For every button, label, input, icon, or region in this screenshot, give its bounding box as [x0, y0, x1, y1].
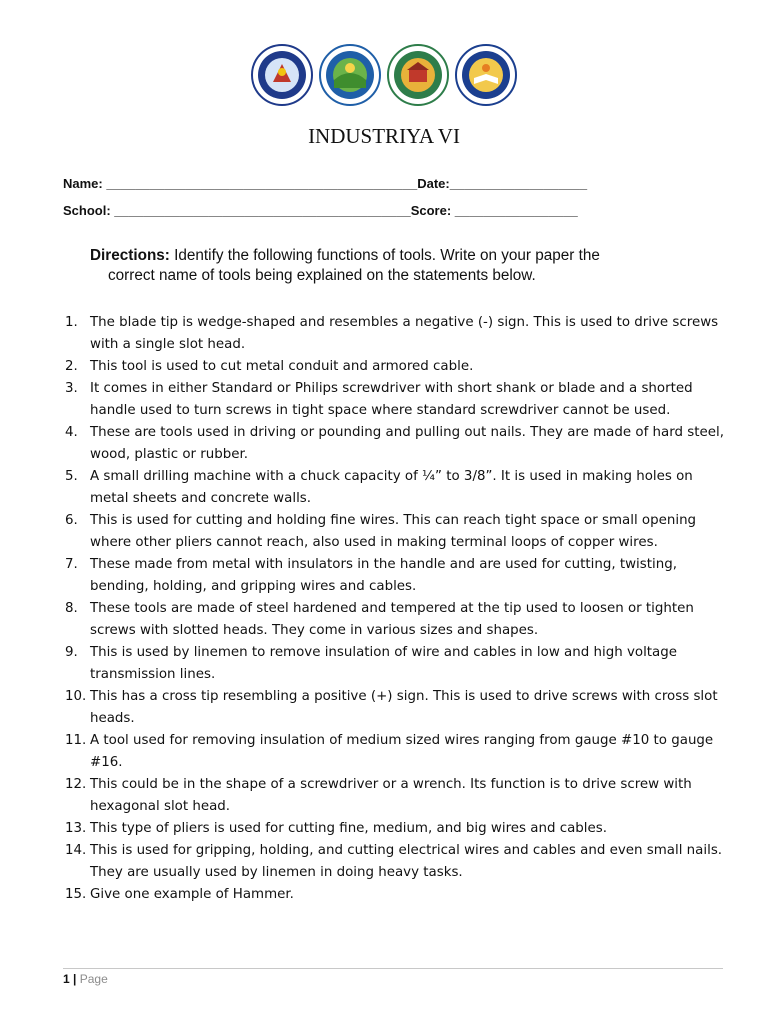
question-number: 15. — [65, 887, 87, 902]
name-date-line: Name: ___________________________________________Date:___________________ — [63, 176, 588, 191]
question-item — [65, 510, 735, 554]
question-item — [65, 598, 735, 642]
question-text: These made from metal with insulators in the handle and are used for cutting, twisting, bending, holding, and gripping wires and cables. — [90, 557, 677, 594]
question-item — [65, 840, 735, 884]
question-number: 4. — [65, 425, 78, 440]
question-text: This is used by linemen to remove insulation of wire and cables in low and high voltage transmission lines. — [90, 645, 677, 682]
directions-lead: Directions: — [90, 247, 170, 264]
question-text: It comes in either Standard or Philips screwdriver with short shank or blade and a shorted handle used to turn screws in tight space where standard screwdriver cannot be used. — [90, 381, 693, 418]
municipal-seal-icon — [387, 44, 449, 106]
question-item — [65, 686, 735, 730]
question-number: 11. — [65, 733, 87, 748]
question-text: This is used for gripping, holding, and cutting electrical wires and cables and even small nails. They are usually used by linemen in doing heavy tasks. — [90, 843, 723, 880]
question-item — [65, 730, 735, 774]
question-number: 7. — [65, 557, 78, 572]
question-number: 10. — [65, 689, 87, 704]
question-number: 8. — [65, 601, 78, 616]
question-text: These are tools used in driving or pounding and pulling out nails. They are made of hard steel, wood, plastic or rubber. — [90, 425, 724, 462]
question-item — [65, 466, 735, 510]
footer-separator: | — [73, 972, 77, 986]
question-number: 3. — [65, 381, 78, 396]
question-text: Give one example of Hammer. — [90, 887, 294, 902]
question-item — [65, 818, 735, 840]
page-number: 1 — [63, 972, 70, 986]
question-item — [65, 554, 735, 598]
question-text: This tool is used to cut metal conduit and armored cable. — [90, 359, 474, 374]
question-number: 6. — [65, 513, 78, 528]
page-label: Page — [79, 972, 108, 986]
question-number: 9. — [65, 645, 78, 660]
question-item — [65, 642, 735, 686]
directions — [90, 246, 690, 286]
division-seal-icon — [319, 44, 381, 106]
directions-text: Identify the following functions of tools. Write on your paper the — [169, 247, 600, 264]
question-item — [65, 774, 735, 818]
question-list — [65, 312, 735, 906]
question-item — [65, 356, 735, 378]
question-text: The blade tip is wedge-shaped and resembles a negative (-) sign. This is used to drive screws with a single slot head. — [90, 315, 719, 352]
question-number: 14. — [65, 843, 87, 858]
question-text: This could be in the shape of a screwdriver or a wrench. Its function is to drive screw with hexagonal slot head. — [90, 777, 692, 814]
elementary-school-seal-icon — [455, 44, 517, 106]
question-number: 2. — [65, 359, 78, 374]
footer-divider — [63, 968, 723, 969]
header-seals — [0, 44, 768, 106]
directions-text-continued: correct name of tools being explained on the statements below. — [108, 267, 536, 284]
question-item — [65, 378, 735, 422]
question-number: 5. — [65, 469, 78, 484]
question-number: 1. — [65, 315, 78, 330]
deped-kagawaran-seal-icon — [251, 44, 313, 106]
page-footer — [63, 972, 108, 986]
question-item — [65, 422, 735, 466]
question-number: 12. — [65, 777, 87, 792]
question-number: 13. — [65, 821, 87, 836]
document-title: INDUSTRIYA VI — [308, 124, 460, 148]
question-item — [65, 312, 735, 356]
question-text: This is used for cutting and holding fine wires. This can reach tight space or small opening where other pliers cannot reach, also used in making terminal loops of copper wires. — [90, 513, 697, 550]
question-text: A small drilling machine with a chuck capacity of ¼” to 3/8”. It is used in making holes on metal sheets and concrete walls. — [90, 469, 693, 506]
question-item — [65, 884, 735, 906]
question-text: A tool used for removing insulation of medium sized wires ranging from gauge #10 to gauge #16. — [90, 733, 714, 770]
school-score-line: School: _________________________________________Score: _________________ — [63, 203, 578, 218]
question-text: This type of pliers is used for cutting fine, medium, and big wires and cables. — [90, 821, 607, 836]
question-text: These tools are made of steel hardened and tempered at the tip used to loosen or tighten screws with slotted heads. They come in various sizes and shapes. — [90, 601, 694, 638]
question-text: This has a cross tip resembling a positive (+) sign. This is used to drive screws with cross slot heads. — [90, 689, 718, 726]
